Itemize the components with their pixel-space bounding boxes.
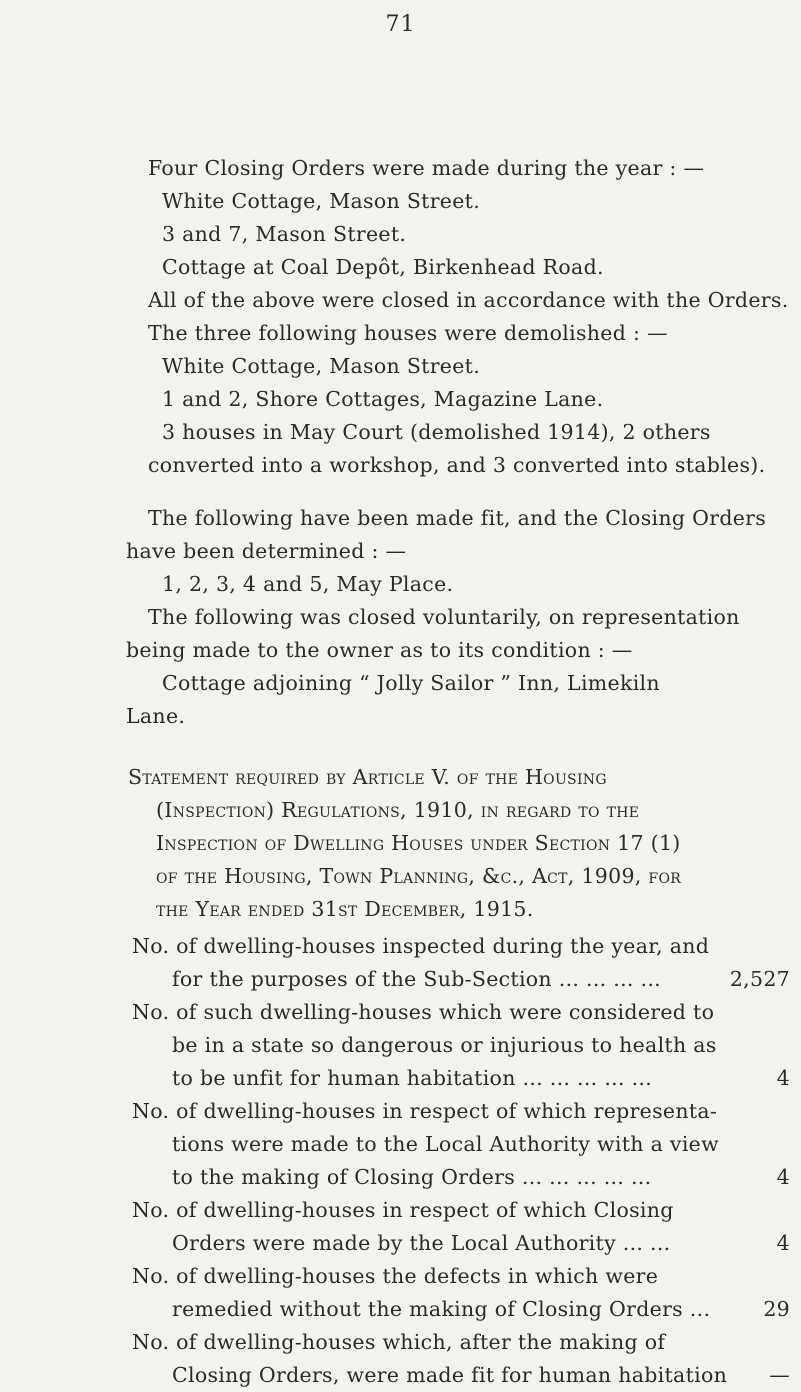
statement-heading: the Year ended 31st December, 1915. (156, 897, 534, 921)
statistic-value: — (769, 1363, 790, 1387)
demolished-item: White Cottage, Mason Street. (162, 354, 481, 378)
made-fit-text: have been determined : — (126, 539, 407, 563)
closed-note: All of the above were closed in accordance with the Orders. (148, 288, 789, 312)
voluntary-item: Cottage adjoining “ Jolly Sailor ” Inn, Limekiln (162, 671, 660, 695)
statistic-value: 4 (776, 1165, 790, 1189)
statement-heading: Statement required by Article V. of the Housing (128, 765, 607, 789)
statistic-row: No. of dwelling-houses which, after the making of Closing Orders, were made fit for human habitation — (132, 1326, 790, 1392)
statement-heading: Inspection of Dwelling Houses under Section 17 (1) (156, 831, 681, 855)
made-fit-text: The following have been made fit, and the Closing Orders (148, 506, 767, 530)
demolished-item-continued: converted into a workshop, and 3 converted into stables). (148, 453, 766, 477)
closing-orders-intro: Four Closing Orders were made during the year : — (148, 156, 705, 180)
statistics-list (132, 930, 790, 1392)
statistic-row: No. of dwelling-houses in respect of which representa- tions were made to the Local Authority with a view to the making of Closing Orders ... ... ... ... ... 4 (132, 1095, 790, 1194)
statement-heading: (Inspection) Regulations, 1910, in regard to the (156, 798, 640, 822)
statistic-row: No. of such dwelling-houses which were considered to be in a state so dangerous or injurious to health as to be unfit for human habitation ... ... ... ... ... 4 (132, 996, 790, 1095)
statistic-value: 4 (776, 1231, 790, 1255)
statistic-value: 2,527 (729, 967, 790, 991)
demolished-intro: The three following houses were demolished : — (148, 321, 668, 345)
statistic-row: No. of dwelling-houses in respect of which Closing Orders were made by the Local Authority ... ... 4 (132, 1194, 790, 1260)
closing-order-item: Cottage at Coal Depôt, Birkenhead Road. (162, 255, 604, 279)
demolished-item: 1 and 2, Shore Cottages, Magazine Lane. (162, 387, 604, 411)
closing-order-item: 3 and 7, Mason Street. (162, 222, 407, 246)
voluntary-text: The following was closed voluntarily, on representation (148, 605, 740, 629)
voluntary-text: being made to the owner as to its condition : — (126, 638, 633, 662)
statistic-value: 29 (763, 1297, 790, 1321)
made-fit-item: 1, 2, 3, 4 and 5, May Place. (162, 572, 454, 596)
statistic-value: 4 (776, 1066, 790, 1090)
statement-heading: of the Housing, Town Planning, &c., Act, 1909, for (156, 864, 682, 888)
voluntary-item-continued: Lane. (126, 704, 186, 728)
statistic-row: No. of dwelling-houses the defects in which were remedied without the making of Closing Orders ... 29 (132, 1260, 790, 1326)
statistic-row: No. of dwelling-houses inspected during the year, and for the purposes of the Sub-Section ... ... ... ... 2,527 (132, 930, 790, 996)
closing-order-item: White Cottage, Mason Street. (162, 189, 481, 213)
demolished-item: 3 houses in May Court (demolished 1914), 2 others (162, 420, 711, 444)
document-body (126, 152, 790, 1392)
page-number: 71 (385, 12, 416, 37)
